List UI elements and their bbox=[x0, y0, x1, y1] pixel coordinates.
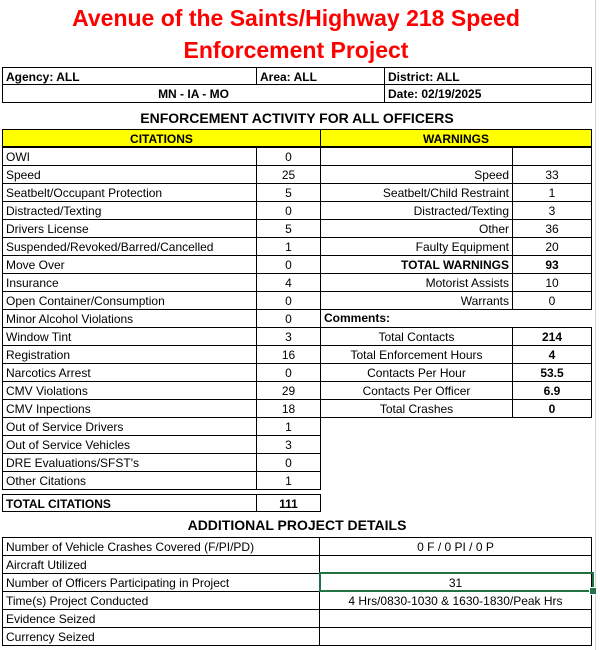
warning-label[interactable]: Faulty Equipment bbox=[320, 237, 513, 256]
warning-label[interactable]: Seatbelt/Child Restraint bbox=[320, 183, 513, 202]
citation-label[interactable]: Distracted/Texting bbox=[2, 201, 257, 220]
citation-value[interactable]: 0 bbox=[256, 255, 321, 274]
citation-value[interactable]: 0 bbox=[256, 309, 321, 328]
citation-value[interactable]: 5 bbox=[256, 183, 321, 202]
stat-value[interactable]: 6.9 bbox=[512, 381, 592, 400]
stat-label[interactable]: Contacts Per Hour bbox=[320, 363, 513, 382]
activity-title: ENFORCEMENT ACTIVITY FOR ALL OFFICERS bbox=[140, 110, 454, 126]
citation-label[interactable]: Minor Alcohol Violations bbox=[2, 309, 257, 328]
warning-value[interactable]: 36 bbox=[512, 219, 592, 238]
citation-label[interactable]: Seatbelt/Occupant Protection bbox=[2, 183, 257, 202]
citation-label[interactable]: Other Citations bbox=[2, 471, 257, 490]
motorist-assists-label[interactable]: Motorist Assists bbox=[320, 273, 513, 292]
citations-header[interactable]: CITATIONS bbox=[2, 129, 321, 147]
detail-value[interactable]: 4 Hrs/0830-1030 & 1630-1830/Peak Hrs bbox=[319, 591, 592, 610]
agency-cell[interactable]: Agency: ALL bbox=[2, 67, 257, 85]
detail-label[interactable]: Number of Officers Participating in Project bbox=[2, 573, 320, 592]
citation-label[interactable]: Suspended/Revoked/Barred/Cancelled bbox=[2, 237, 257, 256]
stat-label[interactable]: Total Crashes bbox=[320, 399, 513, 418]
area-cell[interactable]: Area: ALL bbox=[256, 67, 385, 85]
warnings-header[interactable]: WARNINGS bbox=[320, 129, 592, 147]
detail-value[interactable] bbox=[319, 627, 592, 646]
citation-value[interactable]: 29 bbox=[256, 381, 321, 400]
comments-label[interactable]: Comments: bbox=[320, 309, 592, 327]
citation-value[interactable]: 0 bbox=[256, 201, 321, 220]
stat-value[interactable]: 0 bbox=[512, 399, 592, 418]
detail-label[interactable]: Evidence Seized bbox=[2, 609, 320, 628]
cell-selection bbox=[319, 572, 594, 592]
citation-value[interactable]: 18 bbox=[256, 399, 321, 418]
detail-label[interactable]: Currency Seized bbox=[2, 627, 320, 646]
citation-label[interactable]: Open Container/Consumption bbox=[2, 291, 257, 310]
citation-label[interactable]: Narcotics Arrest bbox=[2, 363, 257, 382]
total-citations-label[interactable]: TOTAL CITATIONS bbox=[2, 494, 257, 512]
states-cell[interactable]: MN - IA - MO bbox=[2, 84, 385, 103]
stat-label[interactable]: Contacts Per Officer bbox=[320, 381, 513, 400]
stat-label[interactable]: Total Contacts bbox=[320, 327, 513, 346]
warning-blank-value[interactable] bbox=[512, 147, 592, 166]
citation-value[interactable]: 1 bbox=[256, 237, 321, 256]
citation-value[interactable]: 4 bbox=[256, 273, 321, 292]
total-warnings-value[interactable]: 93 bbox=[512, 255, 592, 274]
date-cell[interactable]: Date: 02/19/2025 bbox=[384, 84, 592, 103]
citation-value[interactable]: 5 bbox=[256, 219, 321, 238]
citation-label[interactable]: Out of Service Vehicles bbox=[2, 435, 257, 454]
warrants-value[interactable]: 0 bbox=[512, 291, 592, 310]
stat-value[interactable]: 53.5 bbox=[512, 363, 592, 382]
warning-label[interactable]: Distracted/Texting bbox=[320, 201, 513, 220]
district-cell[interactable]: District: ALL bbox=[384, 67, 592, 85]
citation-value[interactable]: 25 bbox=[256, 165, 321, 184]
stat-label[interactable]: Total Enforcement Hours bbox=[320, 345, 513, 364]
detail-value[interactable] bbox=[319, 609, 592, 628]
citation-label[interactable]: CMV Violations bbox=[2, 381, 257, 400]
citation-value[interactable]: 1 bbox=[256, 471, 321, 490]
detail-label[interactable]: Number of Vehicle Crashes Covered (F/PI/PD) bbox=[2, 537, 320, 556]
warning-value[interactable]: 3 bbox=[512, 201, 592, 220]
fill-handle[interactable] bbox=[589, 587, 597, 595]
detail-label[interactable]: Time(s) Project Conducted bbox=[2, 591, 320, 610]
citation-value[interactable]: 0 bbox=[256, 291, 321, 310]
citation-label[interactable]: DRE Evaluations/SFST's bbox=[2, 453, 257, 472]
stat-value[interactable]: 4 bbox=[512, 345, 592, 364]
citation-value[interactable]: 3 bbox=[256, 435, 321, 454]
citation-value[interactable]: 0 bbox=[256, 147, 321, 166]
report-title-line1: Avenue of the Saints/Highway 218 Speed bbox=[72, 5, 520, 31]
citation-value[interactable]: 16 bbox=[256, 345, 321, 364]
total-citations-value[interactable]: 111 bbox=[256, 494, 321, 512]
citation-label[interactable]: Drivers License bbox=[2, 219, 257, 238]
citation-label[interactable]: Out of Service Drivers bbox=[2, 417, 257, 436]
citation-value[interactable]: 3 bbox=[256, 327, 321, 346]
detail-label[interactable]: Aircraft Utilized bbox=[2, 555, 320, 574]
citation-label[interactable]: Window Tint bbox=[2, 327, 257, 346]
total-warnings-label[interactable]: TOTAL WARNINGS bbox=[320, 255, 513, 274]
citation-label[interactable]: Speed bbox=[2, 165, 257, 184]
citation-label[interactable]: Move Over bbox=[2, 255, 257, 274]
citation-label[interactable]: OWI bbox=[2, 147, 257, 166]
warning-label[interactable]: Other bbox=[320, 219, 513, 238]
warning-label[interactable]: Speed bbox=[320, 165, 513, 184]
citation-value[interactable]: 0 bbox=[256, 453, 321, 472]
citation-label[interactable]: Registration bbox=[2, 345, 257, 364]
citation-label[interactable]: Insurance bbox=[2, 273, 257, 292]
warning-value[interactable]: 33 bbox=[512, 165, 592, 184]
gridline bbox=[595, 0, 596, 650]
citation-value[interactable]: 1 bbox=[256, 417, 321, 436]
motorist-assists-value[interactable]: 10 bbox=[512, 273, 592, 292]
citation-value[interactable]: 0 bbox=[256, 363, 321, 382]
detail-value[interactable]: 0 F / 0 PI / 0 P bbox=[319, 537, 592, 556]
detail-value[interactable]: 31 bbox=[319, 573, 592, 592]
warning-blank-label[interactable] bbox=[320, 147, 513, 166]
warning-value[interactable]: 1 bbox=[512, 183, 592, 202]
warning-value[interactable]: 20 bbox=[512, 237, 592, 256]
additional-title: ADDITIONAL PROJECT DETAILS bbox=[187, 517, 407, 533]
report-title-line2: Enforcement Project bbox=[183, 37, 409, 63]
citation-label[interactable]: CMV Inpections bbox=[2, 399, 257, 418]
warrants-label[interactable]: Warrants bbox=[320, 291, 513, 310]
stat-value[interactable]: 214 bbox=[512, 327, 592, 346]
